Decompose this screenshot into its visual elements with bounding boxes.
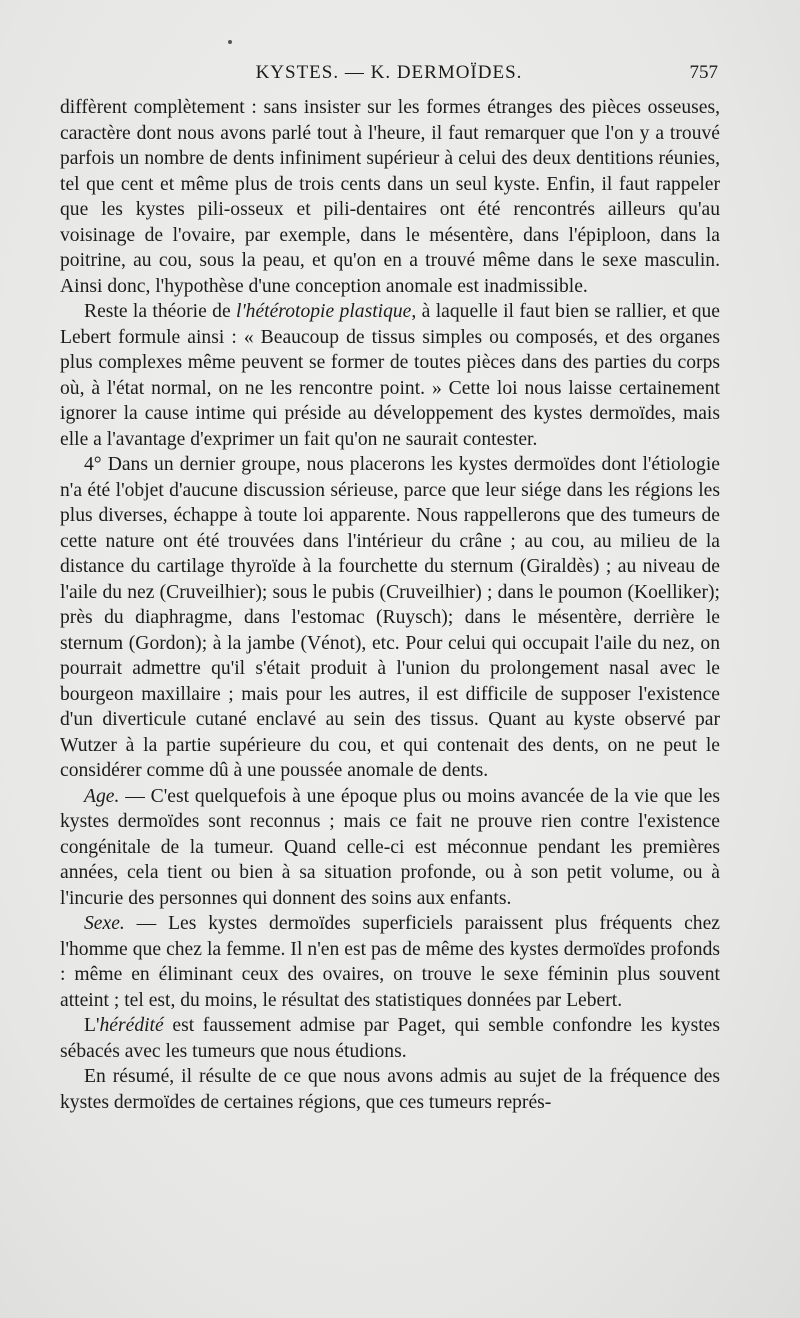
- paragraph: [60, 95, 720, 299]
- paragraph: [60, 299, 720, 452]
- paragraph-text: diffèrent complètement : sans insister sur les formes étranges des pièces osseuses, caractère dont nous avons parlé tout à l'heure, il faut remarquer que l'on y a trouvé parfois un nombre de dents infiniment supérieur à celui des deux dentitions réunies, tel que cent et même plus de trois cents dans un seul kyste. Enfin, il faut rappeler que les kystes pili-osseux et pili-dentaires ont été rencontrés ailleurs qu'au voisinage de l'ovaire, par exemple, dans le mésentère, dans l'épiploon, dans la poitrine, au cou, sous la peau, et qu'on en a trouvé même dans le sexe masculin. Ainsi donc, l'hypothèse d'une conception anomale est inadmissible.: [60, 97, 720, 297]
- paragraph-text: , à laquelle il faut bien se rallier, et que Lebert formule ainsi : « Beaucoup de tissus simples ou composés, et des organes plus complexes même peuvent se former de toutes pièces dans des parties du corps où, à l'état normal, on ne les rencontre point. » Cette loi nous laisse certainement ignorer la cause intime qui préside au développement des kystes dermoïdes, mais elle a l'avantage d'exprimer un fait qu'on ne saurait contester.: [60, 301, 720, 450]
- italic-term: Sexe.: [84, 913, 125, 934]
- paragraph-text: 4° Dans un dernier groupe, nous placerons les kystes dermoïdes dont l'étiologie n'a été l'objet d'aucune discussion sérieuse, parce que leur siége dans les régions les plus diverses, échappe à toute loi apparente. Nous rappellerons que des tumeurs de cette nature ont été trouvées dans l'intérieur du crâne ; au cou, au milieu de la distance du cartilage thyroïde à la fourchette du sternum (Giraldès) ; au niveau de l'aile du nez (Cruveilhier); sous le pubis (Cruveilhier) ; dans le poumon (Koelliker); près du diaphragme, dans l'estomac (Ruysch); dans le mésentère, derrière le sternum (Gordon); à la jambe (Vénot), etc. Pour celui qui occupait l'aile du nez, on pourrait admettre qu'il s'était produit à l'union du prolongement nasal avec le bourgeon maxillaire ; mais pour les autres, il est difficile de supposer l'existence d'un diverticule cutané enclavé au sein des tissus. Quant au kyste observé par Wutzer à la partie supérieure du cou, et qui contenait des dents, on ne peut le considérer comme dû à une poussée anomale de dents.: [60, 454, 720, 781]
- paragraph-text: Reste la théorie de: [84, 301, 237, 322]
- paragraph: [60, 911, 720, 1013]
- italic-term: hérédité: [99, 1015, 164, 1036]
- paragraph-text: — C'est quelquefois à une époque plus ou moins avancée de la vie que les kystes dermoïdes sont reconnus ; mais ce fait ne prouve rien contre l'existence congénitale de la tumeur. Quand celle-ci est méconnue pendant les premières années, cela tient ou bien à sa situation profonde, ou à son petit volume, ou à l'incurie des personnes qui donnent des soins aux enfants.: [60, 785, 720, 909]
- paragraph: [60, 1064, 720, 1115]
- print-speck: [228, 40, 232, 44]
- body-text: [60, 95, 720, 1115]
- running-header: [60, 62, 718, 88]
- paragraph-text: En résumé, il résulte de ce que nous avons admis au sujet de la fréquence des kystes dermoïdes de certaines régions, que ces tumeurs représ-: [60, 1066, 720, 1113]
- running-header-title: KYSTES. — K. DERMOÏDES.: [255, 62, 523, 83]
- paragraph: [60, 1013, 720, 1064]
- paragraph-text: L': [84, 1015, 100, 1036]
- italic-term: Age.: [84, 785, 120, 807]
- page-number: 757: [689, 62, 718, 83]
- paragraph: [60, 784, 720, 912]
- paragraph-text: est faussement admise par Paget, qui semble confondre les kystes sébacés avec les tumeurs que nous étudions.: [60, 1015, 720, 1062]
- paragraph: [60, 452, 720, 784]
- italic-term: l'hétérotopie plastique: [236, 301, 412, 322]
- paragraph-text: — Les kystes dermoïdes superficiels paraissent plus fréquents chez l'homme que chez la femme. Il n'en est pas de même des kystes dermoïdes profonds : même en éliminant ceux des ovaires, on trouve le sexe féminin plus souvent atteint ; tel est, du moins, le résultat des statistiques données par Lebert.: [60, 913, 720, 1011]
